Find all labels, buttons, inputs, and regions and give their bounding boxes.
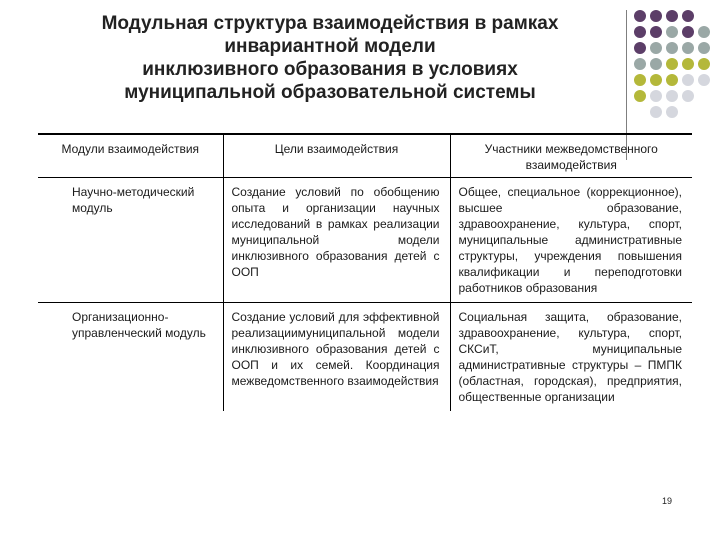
- module-cell: Организационно-управленческий модуль: [72, 310, 206, 340]
- table-header-row: [38, 134, 692, 178]
- decor-dot: [666, 106, 678, 118]
- table-row: [38, 178, 692, 303]
- title-line: муниципальной образовательной системы: [124, 82, 536, 103]
- goal-cell: Создание условий для эффективной реализациимуниципальной модели инклюзивного образования детей с ООП и их семей. Координация межведомственного взаимодействия: [223, 303, 450, 412]
- decor-dot: [682, 10, 694, 22]
- decor-dot: [666, 90, 678, 102]
- decor-dot: [650, 26, 662, 38]
- decor-dot: [698, 26, 710, 38]
- decor-dot: [634, 10, 646, 22]
- decor-dot: [650, 42, 662, 54]
- page-number: 19: [662, 496, 673, 506]
- decor-dot: [634, 58, 646, 70]
- decor-dot: [634, 74, 646, 86]
- decor-dot: [698, 42, 710, 54]
- decor-dot: [650, 74, 662, 86]
- decor-dot: [682, 26, 694, 38]
- decor-dot: [682, 42, 694, 54]
- decor-dot: [634, 90, 646, 102]
- goal-cell: Создание условий по обобщению опыта и организации научных исследований в рамках реализации муниципальной модели инклюзивного образования детей с ООП: [223, 178, 450, 303]
- slide-title: [60, 12, 600, 104]
- title-line: инвариантной модели: [224, 36, 436, 57]
- decor-dot: [682, 90, 694, 102]
- decor-dot: [682, 74, 694, 86]
- decor-dot: [650, 90, 662, 102]
- decor-dot: [650, 10, 662, 22]
- participants-cell: Социальная защита, образование, здравоохранение, культура, спорт, СКСиТ, муниципальные административные структуры – ПМПК (областная, городская), предприятия, общественные организации: [450, 303, 692, 412]
- interaction-table: [38, 133, 692, 411]
- decor-dot: [698, 58, 710, 70]
- decor-dot: [666, 26, 678, 38]
- participants-cell: Общее, специальное (коррекционное), высшее образование, здравоохранение, культура, спорт, муниципальные административные структуры, учреждения повышения квалификации и переподготовки работников образования: [450, 178, 692, 303]
- table-row: [38, 303, 692, 412]
- decor-dot: [666, 42, 678, 54]
- header-participants: Участники межведомственного взаимодействия: [450, 134, 692, 178]
- decor-dot: [634, 42, 646, 54]
- decor-dot: [682, 58, 694, 70]
- title-line: Модульная структура взаимодействия в рамках: [101, 13, 559, 34]
- decor-dot: [650, 58, 662, 70]
- title-line: инклюзивного образования в условиях: [142, 59, 518, 80]
- decor-dot: [666, 10, 678, 22]
- decor-dot: [666, 58, 678, 70]
- decor-dot: [698, 74, 710, 86]
- decor-dot: [650, 106, 662, 118]
- decor-dot: [634, 26, 646, 38]
- module-cell: Научно-методический модуль: [38, 178, 223, 303]
- decor-dot: [666, 74, 678, 86]
- header-modules: Модули взаимодействия: [38, 134, 223, 178]
- header-goals: Цели взаимодействия: [223, 134, 450, 178]
